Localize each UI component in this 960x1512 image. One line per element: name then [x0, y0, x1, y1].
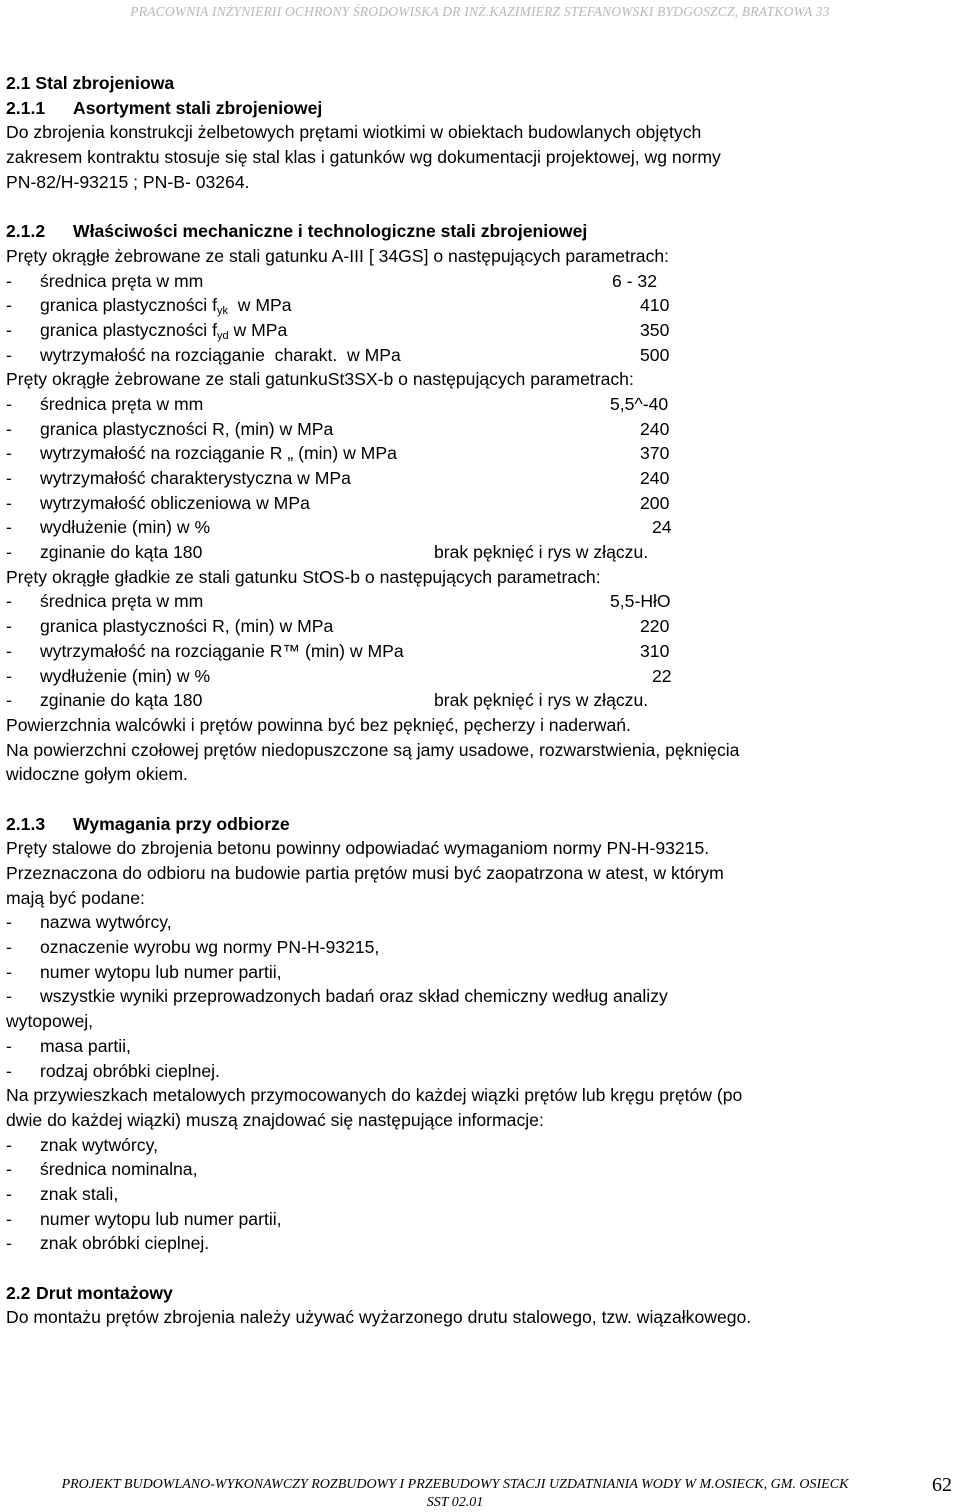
paragraph-line: Do zbrojenia konstrukcji żelbetowych prętami wiotkimi w obiektach budowlanych objętych: [6, 122, 702, 143]
list-dash: -: [6, 418, 12, 439]
parameter-row: [6, 269, 956, 294]
section-title: Drut montażowy: [36, 1282, 173, 1303]
page-footer: [0, 1476, 910, 1512]
steel-grade-intro: Pręty okrągłe żebrowane ze stali gatunkuSt3SX-b o następujących parametrach:: [6, 369, 634, 390]
parameter-label: wydłużenie (min) w %: [40, 665, 211, 686]
parameter-value: 220: [640, 616, 670, 637]
footer-spec-code: SST 02.01: [426, 1495, 484, 1510]
section-2-1-1-heading: [6, 96, 956, 121]
list-item: - znak obróbki cieplnej.: [6, 1231, 956, 1256]
list-item: - znak wytwórcy,: [6, 1133, 956, 1158]
list-dash: -: [6, 468, 12, 488]
parameter-label: wytrzymałość charakterystyczna w MPa: [40, 468, 351, 488]
list-dash: -: [6, 690, 12, 711]
document-body: [6, 71, 956, 1330]
parameter-label: wytrzymałość obliczeniowa w MPa: [40, 492, 310, 513]
section-2-1-3-heading: [6, 812, 956, 837]
parameter-row: [6, 343, 956, 368]
parameter-row: [6, 688, 956, 713]
parameter-value: 5,5^-40: [610, 393, 669, 414]
list-dash: -: [6, 986, 12, 1007]
parameter-row: [6, 293, 956, 318]
list-dash: -: [6, 591, 12, 612]
paragraph-line: Na przywieszkach metalowych przymocowanych do każdej wiązki prętów lub kręgu prętów (po: [6, 1085, 743, 1106]
list-dash: -: [6, 542, 12, 563]
parameter-row: [6, 417, 956, 442]
paragraph-line: dwie do każdej wiązki) muszą znajdować się następujące informacje:: [6, 1109, 544, 1130]
section-title: Właściwości mechaniczne i technologiczne stali zbrojeniowej: [73, 221, 588, 242]
section-2-2-heading: [6, 1281, 956, 1306]
parameter-row: [6, 466, 956, 491]
parameter-value: brak pęknięć i rys w złączu.: [434, 690, 649, 711]
parameter-value: 24: [652, 517, 672, 538]
parameter-value: 200: [640, 492, 670, 513]
parameter-label: wydłużenie (min) w %: [40, 517, 211, 538]
parameter-value: brak pęknięć i rys w złączu.: [434, 542, 649, 563]
parameter-row: [6, 441, 956, 466]
list-dash: -: [6, 665, 12, 686]
list-item: - nazwa wytwórcy,: [6, 910, 956, 935]
parameter-row: [6, 540, 956, 565]
parameter-value: 240: [640, 418, 670, 439]
list-item: - wszystkie wyniki przeprowadzonych badań oraz skład chemiczny według analizy: [6, 984, 956, 1009]
section-number: 2.1.3: [6, 813, 46, 834]
parameter-label: granica plastyczności $f_{yd}$ w MPa: [40, 319, 288, 342]
list-dash: -: [6, 961, 12, 982]
section-number: 2.1.2: [6, 221, 46, 242]
list-dash: -: [6, 1233, 12, 1254]
page-header: PRACOWNIA INŻYNIERII OCHRONY ŚRODOWISKA DR INŻ.KAZIMIERZ STEFANOWSKI BYDGOSZCZ, BRATKOWA 33: [130, 4, 830, 19]
list-item: - znak stali,: [6, 1182, 956, 1207]
list-dash: -: [6, 937, 12, 958]
paragraph-line: zakresem kontraktu stosuje się stal klas i gatunków wg dokumentacji projektowej, wg normy: [6, 147, 721, 168]
parameter-value: 370: [640, 443, 670, 464]
parameter-value: 500: [640, 344, 670, 365]
parameter-label: wytrzymałość na rozciąganie R™ (min) w MPa: [40, 640, 404, 661]
section-number: 2.2: [6, 1282, 31, 1303]
parameter-label: granica plastyczności $f_{yk}$ w MPa: [40, 295, 292, 318]
page-number: 62: [932, 1474, 952, 1496]
list-dash: -: [6, 393, 12, 414]
parameter-row: [6, 589, 956, 614]
section-number: 2.1.1: [6, 97, 46, 118]
parameter-row: [6, 491, 956, 516]
parameter-label: wytrzymałość na rozciąganie R „ (min) w MPa: [40, 443, 397, 464]
list-dash: -: [6, 270, 12, 291]
list-item: - oznaczenie wyrobu wg normy PN-H-93215,: [6, 935, 956, 960]
parameter-row: [6, 639, 956, 664]
parameter-value: 5,5-HłO: [610, 591, 671, 612]
parameter-label: wytrzymałość na rozciąganie charakt. w MPa: [40, 344, 401, 365]
list-dash: -: [6, 1134, 12, 1155]
parameter-row: [6, 614, 956, 639]
list-dash: -: [6, 616, 12, 637]
section-2-1-2-heading: [6, 219, 956, 244]
parameter-label: zginanie do kąta 180: [40, 542, 203, 563]
parameter-label: średnica pręta w mm: [40, 270, 204, 291]
list-dash: -: [6, 1159, 12, 1180]
list-dash: -: [6, 912, 12, 933]
parameter-label: granica plastyczności R, (min) w MPa: [40, 418, 334, 439]
footer-project-title: PROJEKT BUDOWLANO-WYKONAWCZY ROZBUDOWY I PRZEBUDOWY STACJI UZDATNIANIA WODY W M.OSIECK, GM. OSIECK: [61, 1477, 849, 1492]
parameter-label: granica plastyczności R, (min) w MPa: [40, 616, 334, 637]
list-item: - średnica nominalna,: [6, 1157, 956, 1182]
list-item: - numer wytopu lub numer partii,: [6, 1207, 956, 1232]
paragraph-line: Do montażu prętów zbrojenia należy używać wyżarzonego drutu stalowego, tzw. wiązałkowego.: [6, 1307, 752, 1328]
list-dash: -: [6, 319, 12, 340]
parameter-row: [6, 664, 956, 689]
list-item: - numer wytopu lub numer partii,: [6, 960, 956, 985]
paragraph-line: Przeznaczona do odbioru na budowie partia prętów musi być zaopatrzona w atest, w którym: [6, 863, 724, 883]
list-dash: -: [6, 1035, 12, 1056]
parameter-row: [6, 392, 956, 417]
list-dash: -: [6, 1183, 12, 1204]
list-dash: -: [6, 344, 12, 365]
parameter-label: zginanie do kąta 180: [40, 690, 203, 711]
parameter-value: 310: [640, 640, 670, 661]
list-dash: -: [6, 1208, 12, 1229]
list-dash: -: [6, 295, 12, 316]
parameter-value: 22: [652, 665, 672, 686]
parameter-label: średnica pręta w mm: [40, 591, 204, 612]
parameter-value: 240: [640, 468, 670, 488]
paragraph-line: Na powierzchni czołowej prętów niedopuszczone są jamy usadowe, rozwarstwienia, pęknięcia: [6, 739, 740, 760]
paragraph-line: widoczne gołym okiem.: [6, 764, 188, 785]
parameter-row: [6, 318, 956, 343]
section-title: Wymagania przy odbiorze: [73, 813, 290, 834]
list-item: - rodzaj obróbki cieplnej.: [6, 1059, 956, 1084]
steel-grade-intro: Pręty okrągłe żebrowane ze stali gatunku A-III [ 34GS] o następujących parametrach:: [6, 245, 670, 266]
paragraph-line: Pręty stalowe do zbrojenia betonu powinny odpowiadać wymaganiom normy PN-H-93215.: [6, 838, 710, 859]
parameter-value: 410: [640, 295, 670, 316]
paragraph-line: mają być podane:: [6, 887, 145, 908]
list-dash: -: [6, 492, 12, 513]
section-title: Asortyment stali zbrojeniowej: [73, 97, 323, 118]
parameter-label: średnica pręta w mm: [40, 393, 204, 414]
parameter-value: 350: [640, 319, 670, 340]
steel-grade-intro: Pręty okrągłe gładkie ze stali gatunku StOS-b o następujących parametrach:: [6, 566, 601, 587]
list-dash: -: [6, 517, 12, 538]
parameter-row: [6, 515, 956, 540]
paragraph-line: PN-82/H-93215 ; PN-B- 03264.: [6, 171, 250, 192]
section-2-1-heading: 2.1 Stal zbrojeniowa: [6, 73, 175, 93]
list-dash: -: [6, 1060, 12, 1081]
paragraph-line: Powierzchnia walcówki i prętów powinna być bez pęknięć, pęcherzy i naderwań.: [6, 714, 631, 735]
parameter-value: 6 - 32: [612, 270, 657, 291]
list-dash: -: [6, 443, 12, 464]
list-item-continuation: wytopowej,: [6, 1011, 94, 1032]
list-item: - masa partii,: [6, 1034, 956, 1059]
list-dash: -: [6, 640, 12, 661]
